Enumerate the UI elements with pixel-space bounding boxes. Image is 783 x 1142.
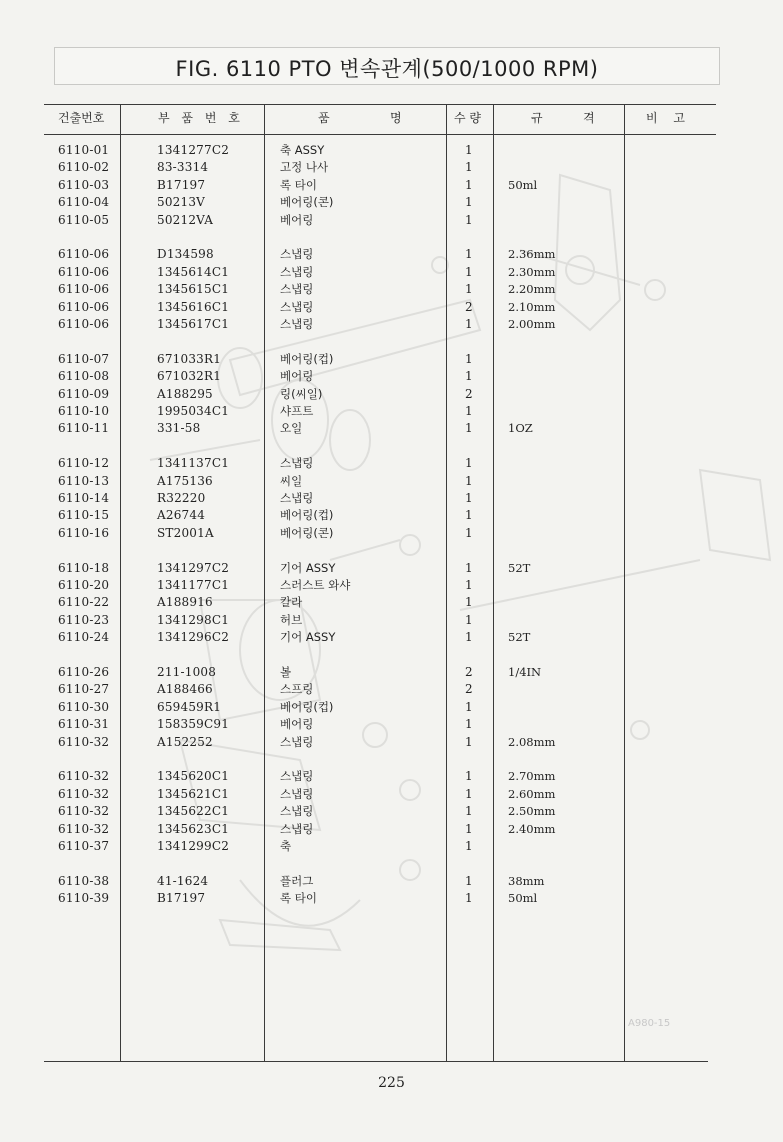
table-bottom-rule — [44, 1061, 708, 1062]
part-name-cell: 스냅링 — [280, 804, 314, 818]
quantity-cell: 1 — [465, 630, 473, 644]
ref-no-cell: 6110-16 — [58, 526, 110, 540]
part-name-cell: 스냅링 — [280, 491, 314, 505]
spec-cell: 50ml — [508, 891, 538, 905]
part-no-cell: A188916 — [157, 595, 213, 609]
part-name-cell: 스냅링 — [280, 769, 314, 783]
ref-no-cell: 6110-27 — [58, 682, 110, 696]
spec-cell: 38mm — [508, 874, 545, 888]
part-no-cell: 1341296C2 — [157, 630, 230, 644]
ref-no-cell: 6110-04 — [58, 195, 110, 209]
quantity-cell: 1 — [465, 822, 473, 836]
part-name-cell: 링(씨일) — [280, 387, 323, 401]
part-no-cell: 50213V — [157, 195, 206, 209]
ref-no-cell: 6110-39 — [58, 891, 110, 905]
part-name-cell: 스냅링 — [280, 456, 314, 470]
part-name-cell: 씨일 — [280, 474, 303, 488]
quantity-cell: 1 — [465, 735, 473, 749]
header-name-1: 품 — [318, 111, 330, 125]
part-no-cell: 659459R1 — [157, 700, 222, 714]
column-divider — [624, 104, 625, 1061]
quantity-cell: 1 — [465, 247, 473, 261]
ref-no-cell: 6110-09 — [58, 387, 110, 401]
part-no-cell: A26744 — [157, 508, 206, 522]
column-divider — [446, 104, 447, 1061]
part-no-cell: B17197 — [157, 891, 206, 905]
ref-no-cell: 6110-23 — [58, 613, 110, 627]
part-name-cell: 스냅링 — [280, 317, 314, 331]
quantity-cell: 1 — [465, 787, 473, 801]
quantity-cell: 2 — [465, 387, 473, 401]
part-name-cell: 베어링 — [280, 717, 314, 731]
ref-no-cell: 6110-20 — [58, 578, 110, 592]
ref-no-cell: 6110-26 — [58, 665, 110, 679]
quantity-cell: 1 — [465, 369, 473, 383]
part-name-cell: 축 — [280, 839, 292, 853]
ref-no-cell: 6110-10 — [58, 404, 110, 418]
ref-no-cell: 6110-12 — [58, 456, 110, 470]
part-no-cell: 211-1008 — [157, 665, 217, 679]
part-no-cell: 1995034C1 — [157, 404, 230, 418]
part-no-cell: 1345623C1 — [157, 822, 230, 836]
part-name-cell: 베어링(컵) — [280, 352, 334, 366]
part-name-cell: 스프링 — [280, 682, 314, 696]
ref-no-cell: 6110-31 — [58, 717, 110, 731]
part-no-cell: A188295 — [157, 387, 213, 401]
part-name-cell: 볼 — [280, 665, 292, 679]
part-no-cell: 331-58 — [157, 421, 201, 435]
part-name-cell: 스냅링 — [280, 735, 314, 749]
ref-no-cell: 6110-22 — [58, 595, 110, 609]
quantity-cell: 1 — [465, 595, 473, 609]
part-name-cell: 스냅링 — [280, 282, 314, 296]
quantity-cell: 1 — [465, 178, 473, 192]
part-name-cell: 스냅링 — [280, 822, 314, 836]
quantity-cell: 1 — [465, 160, 473, 174]
column-divider — [264, 104, 265, 1061]
part-name-cell: 오일 — [280, 421, 303, 435]
quantity-cell: 1 — [465, 143, 473, 157]
ref-no-cell: 6110-32 — [58, 804, 110, 818]
part-no-cell: 671033R1 — [157, 352, 222, 366]
part-no-cell: A175136 — [157, 474, 213, 488]
spec-cell: 1/4IN — [508, 665, 542, 679]
quantity-cell: 1 — [465, 508, 473, 522]
quantity-cell: 1 — [465, 474, 473, 488]
header-qty: 수 량 — [454, 111, 481, 125]
spec-cell: 2.30mm — [508, 265, 556, 279]
part-name-cell: 베어링(컵) — [280, 508, 334, 522]
part-name-cell: 허브 — [280, 613, 303, 627]
ref-no-cell: 6110-30 — [58, 700, 110, 714]
spec-cell: 2.50mm — [508, 804, 556, 818]
quantity-cell: 1 — [465, 282, 473, 296]
part-name-cell: 플러그 — [280, 874, 314, 888]
ref-no-cell: 6110-32 — [58, 822, 110, 836]
part-no-cell: 1341297C2 — [157, 561, 230, 575]
part-no-cell: 1341299C2 — [157, 839, 230, 853]
quantity-cell: 1 — [465, 317, 473, 331]
ref-no-cell: 6110-15 — [58, 508, 110, 522]
spec-cell: 2.70mm — [508, 769, 556, 783]
quantity-cell: 1 — [465, 352, 473, 366]
part-no-cell: 41-1624 — [157, 874, 209, 888]
quantity-cell: 2 — [465, 682, 473, 696]
ref-no-cell: 6110-06 — [58, 300, 110, 314]
part-no-cell: B17197 — [157, 178, 206, 192]
spec-cell: 2.00mm — [508, 317, 556, 331]
figure-title: FIG. 6110 PTO 변속관계(500/1000 RPM) — [175, 57, 599, 81]
part-name-cell: 스냅링 — [280, 787, 314, 801]
quantity-cell: 1 — [465, 769, 473, 783]
page-number: 225 — [378, 1075, 405, 1091]
quantity-cell: 1 — [465, 404, 473, 418]
header-name-2: 명 — [390, 111, 402, 125]
ref-no-cell: 6110-02 — [58, 160, 110, 174]
part-no-cell: 1345622C1 — [157, 804, 230, 818]
part-name-cell: 스러스트 와샤 — [280, 578, 351, 592]
part-name-cell: 기어 ASSY — [280, 630, 336, 644]
quantity-cell: 2 — [465, 665, 473, 679]
quantity-cell: 1 — [465, 700, 473, 714]
quantity-cell: 1 — [465, 874, 473, 888]
part-name-cell: 베어링 — [280, 369, 314, 383]
quantity-cell: 1 — [465, 526, 473, 540]
ref-no-cell: 6110-37 — [58, 839, 110, 853]
quantity-cell: 1 — [465, 421, 473, 435]
ref-no-cell: 6110-11 — [58, 421, 110, 435]
ref-no-cell: 6110-06 — [58, 265, 110, 279]
part-no-cell: 1345614C1 — [157, 265, 230, 279]
quantity-cell: 1 — [465, 839, 473, 853]
part-no-cell: 1345615C1 — [157, 282, 230, 296]
part-no-cell: 1345617C1 — [157, 317, 230, 331]
spec-cell: 2.10mm — [508, 300, 556, 314]
quantity-cell: 1 — [465, 265, 473, 279]
ref-no-cell: 6110-24 — [58, 630, 110, 644]
part-name-cell: 스냅링 — [280, 247, 314, 261]
title-box — [54, 47, 720, 85]
corner-mark: A980-15 — [628, 1018, 671, 1029]
ref-no-cell: 6110-14 — [58, 491, 110, 505]
quantity-cell: 1 — [465, 804, 473, 818]
part-name-cell: 베어링(콘) — [280, 195, 334, 209]
quantity-cell: 1 — [465, 456, 473, 470]
quantity-cell: 1 — [465, 891, 473, 905]
part-no-cell: 83-3314 — [157, 160, 209, 174]
part-no-cell: 1341298C1 — [157, 613, 230, 627]
part-name-cell: 베어링(컵) — [280, 700, 334, 714]
quantity-cell: 2 — [465, 300, 473, 314]
part-name-cell: 록 타이 — [280, 178, 317, 192]
column-divider — [493, 104, 494, 1061]
part-no-cell: 1345616C1 — [157, 300, 230, 314]
part-name-cell: 베어링(콘) — [280, 526, 334, 540]
ref-no-cell: 6110-05 — [58, 213, 110, 227]
spec-cell: 1OZ — [508, 421, 533, 435]
ref-no-cell: 6110-06 — [58, 247, 110, 261]
part-no-cell: A152252 — [157, 735, 213, 749]
part-no-cell: 1345621C1 — [157, 787, 230, 801]
spec-cell: 2.36mm — [508, 247, 556, 261]
ref-no-cell: 6110-38 — [58, 874, 110, 888]
part-name-cell: 칼라 — [280, 595, 303, 609]
part-name-cell: 축 ASSY — [280, 143, 325, 157]
quantity-cell: 1 — [465, 717, 473, 731]
spec-cell: 2.60mm — [508, 787, 556, 801]
part-no-cell: R32220 — [157, 491, 206, 505]
part-name-cell: 스냅링 — [280, 265, 314, 279]
header-ref-no: 건출번호 — [58, 111, 105, 125]
table-top-rule — [44, 104, 716, 105]
ref-no-cell: 6110-01 — [58, 143, 110, 157]
part-no-cell: 1341277C2 — [157, 143, 230, 157]
part-no-cell: 50212VA — [157, 213, 214, 227]
ref-no-cell: 6110-13 — [58, 474, 110, 488]
part-no-cell: 1341177C1 — [157, 578, 230, 592]
header-spec-2: 격 — [583, 111, 595, 125]
part-no-cell: ST2001A — [157, 526, 214, 540]
quantity-cell: 1 — [465, 578, 473, 592]
part-name-cell: 스냅링 — [280, 300, 314, 314]
spec-cell: 50ml — [508, 178, 538, 192]
part-name-cell: 베어링 — [280, 213, 314, 227]
spec-cell: 2.40mm — [508, 822, 556, 836]
part-no-cell: D134598 — [157, 247, 214, 261]
ref-no-cell: 6110-18 — [58, 561, 110, 575]
ref-no-cell: 6110-06 — [58, 282, 110, 296]
header-part-no: 부 품 번 호 — [158, 111, 244, 125]
part-no-cell: 1345620C1 — [157, 769, 230, 783]
ref-no-cell: 6110-03 — [58, 178, 110, 192]
quantity-cell: 1 — [465, 213, 473, 227]
quantity-cell: 1 — [465, 491, 473, 505]
part-no-cell: 671032R1 — [157, 369, 222, 383]
table-header-rule — [44, 134, 716, 135]
quantity-cell: 1 — [465, 561, 473, 575]
part-name-cell: 고정 나사 — [280, 160, 329, 174]
quantity-cell: 1 — [465, 195, 473, 209]
spec-cell: 52T — [508, 561, 531, 575]
part-no-cell: 158359C91 — [157, 717, 230, 731]
ref-no-cell: 6110-32 — [58, 735, 110, 749]
spec-cell: 2.08mm — [508, 735, 556, 749]
ref-no-cell: 6110-32 — [58, 769, 110, 783]
quantity-cell: 1 — [465, 613, 473, 627]
header-remark: 비 고 — [646, 111, 691, 125]
part-no-cell: 1341137C1 — [157, 456, 230, 470]
spec-cell: 52T — [508, 630, 531, 644]
ref-no-cell: 6110-06 — [58, 317, 110, 331]
part-name-cell: 샤프트 — [280, 404, 314, 418]
ref-no-cell: 6110-32 — [58, 787, 110, 801]
header-spec-1: 규 — [531, 111, 543, 125]
ref-no-cell: 6110-08 — [58, 369, 110, 383]
spec-cell: 2.20mm — [508, 282, 556, 296]
part-name-cell: 록 타이 — [280, 891, 317, 905]
column-divider — [120, 104, 121, 1061]
part-no-cell: A188466 — [157, 682, 213, 696]
part-name-cell: 기어 ASSY — [280, 561, 336, 575]
ref-no-cell: 6110-07 — [58, 352, 110, 366]
